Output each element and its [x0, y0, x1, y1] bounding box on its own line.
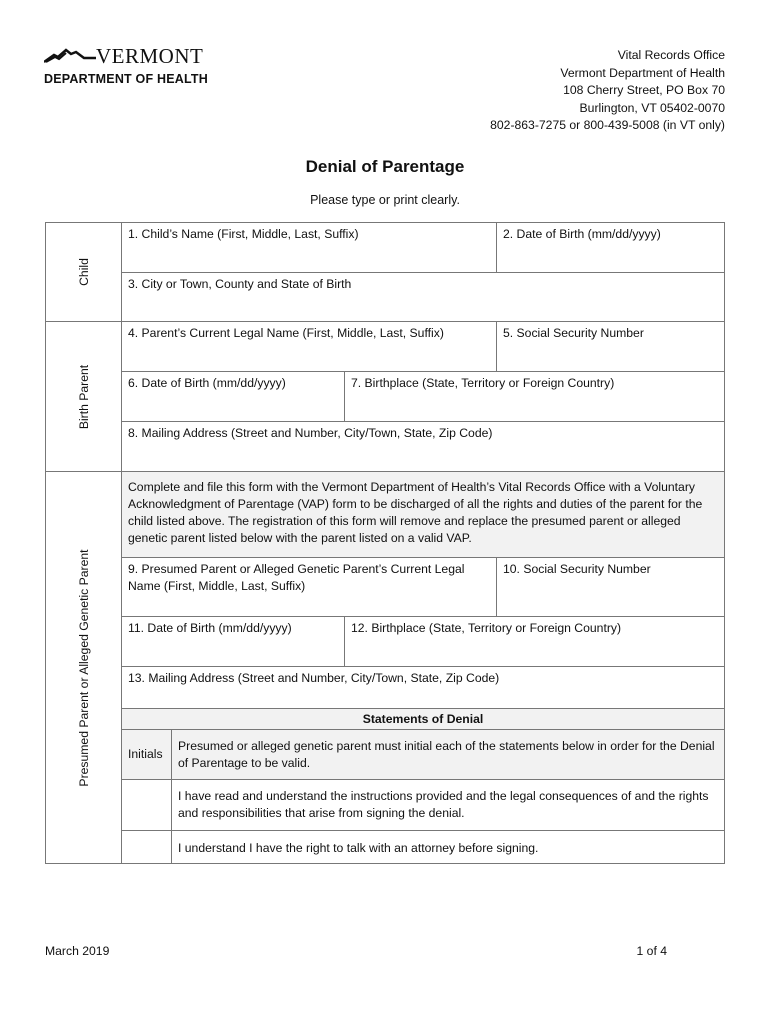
field-parent-dob[interactable]: 6. Date of Birth (mm/dd/yyyy)	[121, 371, 345, 422]
section-label-presumed-parent: Presumed Parent or Alleged Genetic Parent	[76, 548, 91, 787]
logo-wordmark: VERMONT	[96, 44, 204, 68]
office-line: 802-863-7275 or 800-439-5008 (in VT only)	[490, 118, 725, 133]
section-label-child: Child	[76, 258, 91, 286]
field-presumed-name[interactable]: 9. Presumed Parent or Alleged Genetic Parent’s Current Legal Name (First, Middle, Last, Suffix)	[121, 557, 497, 617]
office-line: Vital Records Office	[617, 48, 725, 62]
field-child-name[interactable]: 1. Child’s Name (First, Middle, Last, Suffix)	[121, 222, 497, 273]
office-line: Burlington, VT 05402-0070	[579, 100, 725, 115]
office-address	[490, 47, 725, 135]
mountain-logo-icon	[44, 46, 96, 64]
denial-form	[45, 222, 725, 864]
field-parent-ssn[interactable]: 5. Social Security Number	[496, 321, 725, 372]
footer-page-number: 1 of 4	[636, 944, 667, 958]
footer-date: March 2019	[45, 944, 110, 958]
initials-field-1[interactable]	[121, 779, 172, 831]
field-birth-place[interactable]: 3. City or Town, County and State of Birth	[121, 272, 725, 322]
field-parent-name[interactable]: 4. Parent’s Current Legal Name (First, Middle, Last, Suffix)	[121, 321, 497, 372]
section-birth-parent	[45, 321, 122, 472]
statements-intro: Presumed or alleged genetic parent must initial each of the statements below in order for the Denial of Parentage to be valid.	[171, 729, 725, 780]
office-line: Vermont Department of Health	[560, 65, 725, 80]
statement-1: I have read and understand the instructions provided and the legal consequences of and the rights and responsibilities that arise from signing the denial.	[171, 779, 725, 831]
field-parent-birthplace[interactable]: 7. Birthplace (State, Territory or Foreign Country)	[344, 371, 725, 422]
section-presumed-parent	[45, 471, 122, 864]
section-child	[45, 222, 122, 322]
form-title: Denial of Parentage	[305, 157, 465, 176]
initials-field-2[interactable]	[121, 830, 172, 864]
statement-2: I understand I have the right to talk with an attorney before signing.	[171, 830, 725, 864]
section-label-birth-parent: Birth Parent	[76, 364, 91, 429]
form-subtitle: Please type or print clearly.	[310, 193, 460, 207]
logo-department: DEPARTMENT OF HEALTH	[44, 72, 208, 86]
field-presumed-ssn[interactable]: 10. Social Security Number	[496, 557, 725, 617]
field-presumed-dob[interactable]: 11. Date of Birth (mm/dd/yyyy)	[121, 616, 345, 667]
initials-label: Initials	[121, 729, 172, 780]
statements-heading: Statements of Denial	[121, 708, 725, 730]
instructions-text: Complete and file this form with the Vermont Department of Health’s Vital Records Office with a Voluntary Acknowledgment of Parentage (VAP) form to be discharged of all the rights and duties of the parent for the child listed above. The registration of this form will remove and replace the presumed parent or alleged genetic parent listed below with the parent listed on a valid VAP.	[121, 471, 725, 558]
vermont-health-logo	[44, 44, 214, 90]
field-presumed-birthplace[interactable]: 12. Birthplace (State, Territory or Foreign Country)	[344, 616, 725, 667]
field-parent-address[interactable]: 8. Mailing Address (Street and Number, City/Town, State, Zip Code)	[121, 421, 725, 472]
field-presumed-address[interactable]: 13. Mailing Address (Street and Number, City/Town, State, Zip Code)	[121, 666, 725, 709]
office-line: 108 Cherry Street, PO Box 70	[563, 83, 725, 98]
field-child-dob[interactable]: 2. Date of Birth (mm/dd/yyyy)	[496, 222, 725, 273]
